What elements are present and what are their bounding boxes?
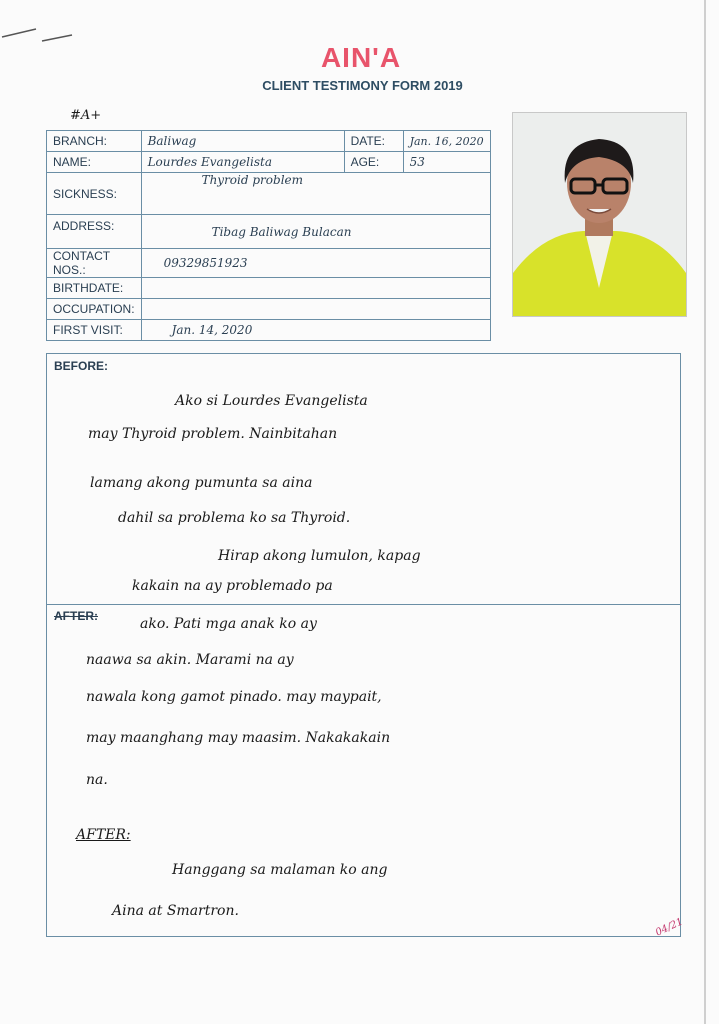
before-line-2: may Thyroid problem. Nainbitahan (88, 426, 338, 442)
birthdate-value (141, 278, 490, 299)
before-line-1: Ako si Lourdes Evangelista (175, 393, 368, 409)
scan-edge (704, 0, 706, 1024)
date-label: DATE: (344, 131, 403, 152)
name-value: Lourdes Evangelista (141, 152, 344, 173)
first-visit-value: Jan. 14, 2020 (141, 320, 490, 341)
before-after-divider (46, 604, 680, 605)
after-line-4: may maanghang may maasim. Nakakakain (86, 730, 391, 746)
first-visit-label: FIRST VISIT: (47, 320, 142, 341)
scan-marks (0, 15, 80, 55)
birthdate-label: BIRTHDATE: (47, 278, 142, 299)
branch-label: BRANCH: (47, 131, 142, 152)
occupation-label: OCCUPATION: (47, 299, 142, 320)
date-value: Jan. 16, 2020 (403, 131, 490, 152)
form-title: CLIENT TESTIMONY FORM 2019 (262, 78, 463, 93)
contact-value: 09329851923 (141, 249, 490, 278)
aina-logo: AIN'A (320, 42, 402, 73)
client-info-table (46, 130, 491, 341)
before-line-6: kakain na ay problemado pa (132, 578, 333, 594)
name-label: NAME: (47, 152, 142, 173)
before-line-4: dahil sa problema ko sa Thyroid. (118, 510, 351, 526)
age-label: AGE: (344, 152, 403, 173)
after-line-2: naawa sa akin. Marami na ay (86, 652, 294, 668)
sickness-value: Thyroid problem (141, 173, 490, 215)
sickness-label: SICKNESS: (47, 173, 142, 215)
after-line-5: na. (86, 772, 108, 788)
after-label: AFTER: (54, 609, 98, 623)
age-value: 53 (403, 152, 490, 173)
after-line-3: nawala kong gamot pinado. may maypait, (86, 689, 382, 705)
after2-line-2: Aina at Smartron. (112, 903, 239, 919)
after-handwritten-label: AFTER: (76, 827, 131, 843)
address-label: ADDRESS: (47, 215, 142, 249)
before-label: BEFORE: (54, 359, 108, 373)
page-mark: 04/21 (654, 916, 685, 939)
contact-label: CONTACT NOS.: (47, 249, 142, 278)
occupation-value (141, 299, 490, 320)
client-photo (512, 112, 687, 317)
form-number: #A+ (70, 108, 102, 123)
before-line-3: lamang akong pumunta sa aina (90, 475, 313, 491)
address-value: Tibag Baliwag Bulacan (141, 215, 490, 249)
before-line-5: Hirap akong lumulon, kapag (218, 548, 421, 564)
branch-value: Baliwag (141, 131, 344, 152)
after2-line-1: Hanggang sa malaman ko ang (172, 862, 388, 878)
after-line-1: ako. Pati mga anak ko ay (140, 616, 317, 632)
